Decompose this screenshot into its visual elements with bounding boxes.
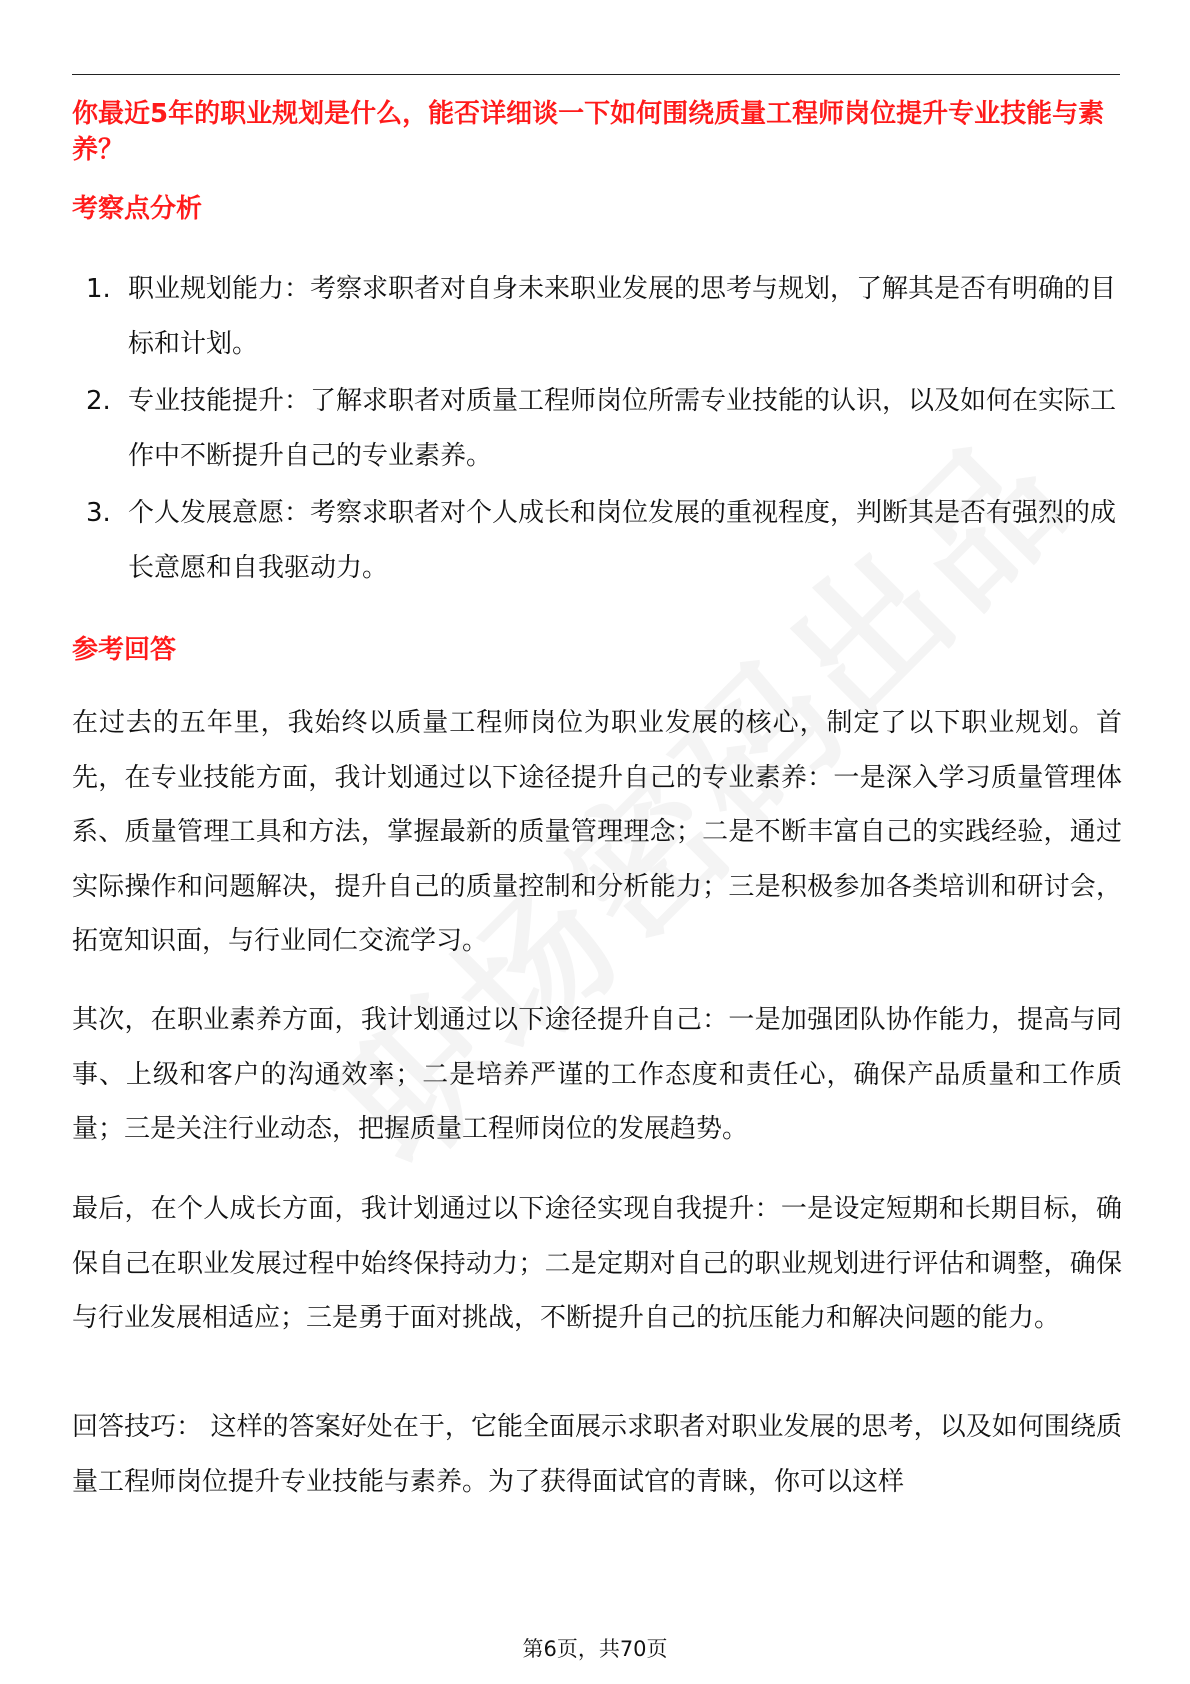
page-number: 第6页，共70页 xyxy=(522,1637,668,1661)
list-number: 1. xyxy=(86,274,111,304)
list-number: 3. xyxy=(86,498,111,528)
analysis-heading: 考察点分析 xyxy=(72,194,203,224)
question-title: 你最近5年的职业规划是什么，能否详细谈一下如何围绕质量工程师岗位提升专业技能与素养？ xyxy=(72,99,1105,165)
answer-paragraph: 在过去的五年里，我始终以质量工程师岗位为职业发展的核心，制定了以下职业规划。首先，在专业技能方面，我计划通过以下途径提升自己的专业素养：一是深入学习质量管理体系、质量管理工具和方法，掌握最新的质量管理理念；二是不断丰富自己的实践经验，通过实际操作和问题解决，提升自己的质量控制和分析能力；三是积极参加各类培训和研讨会，拓宽知识面，与行业同仁交流学习。 xyxy=(72,708,1122,956)
answer-paragraph: 最后，在个人成长方面，我计划通过以下途径实现自我提升：一是设定短期和长期目标，确保自己在职业发展过程中始终保持动力；二是定期对自己的职业规划进行评估和调整，确保与行业发展相适应；三是勇于面对挑战，不断提升自己的抗压能力和解决问题的能力。 xyxy=(72,1194,1122,1333)
list-item xyxy=(72,374,1122,484)
header-divider xyxy=(72,74,1120,75)
answer-tips-paragraph: 回答技巧： 这样的答案好处在于，它能全面展示求职者对职业发展的思考，以及如何围绕质量工程师岗位提升专业技能与素养。为了获得面试官的青睐，你可以这样 xyxy=(72,1412,1122,1497)
analysis-list xyxy=(72,262,1122,598)
answer-heading: 参考回答 xyxy=(72,635,177,665)
list-text: 个人发展意愿：考察求职者对个人成长和岗位发展的重视程度，判断其是否有强烈的成长意愿和自我驱动力。 xyxy=(128,498,1117,583)
list-item xyxy=(72,262,1122,372)
list-item xyxy=(72,486,1122,596)
list-number: 2. xyxy=(86,386,111,416)
answer-paragraph: 其次，在职业素养方面，我计划通过以下途径提升自己：一是加强团队协作能力，提高与同事、上级和客户的沟通效率；二是培养严谨的工作态度和责任心，确保产品质量和工作质量；三是关注行业动态，把握质量工程师岗位的发展趋势。 xyxy=(72,1005,1122,1144)
list-text: 专业技能提升：了解求职者对质量工程师岗位所需专业技能的认识，以及如何在实际工作中不断提升自己的专业素养。 xyxy=(128,386,1117,471)
list-text: 职业规划能力：考察求职者对自身未来职业发展的思考与规划，了解其是否有明确的目标和计划。 xyxy=(128,274,1117,359)
